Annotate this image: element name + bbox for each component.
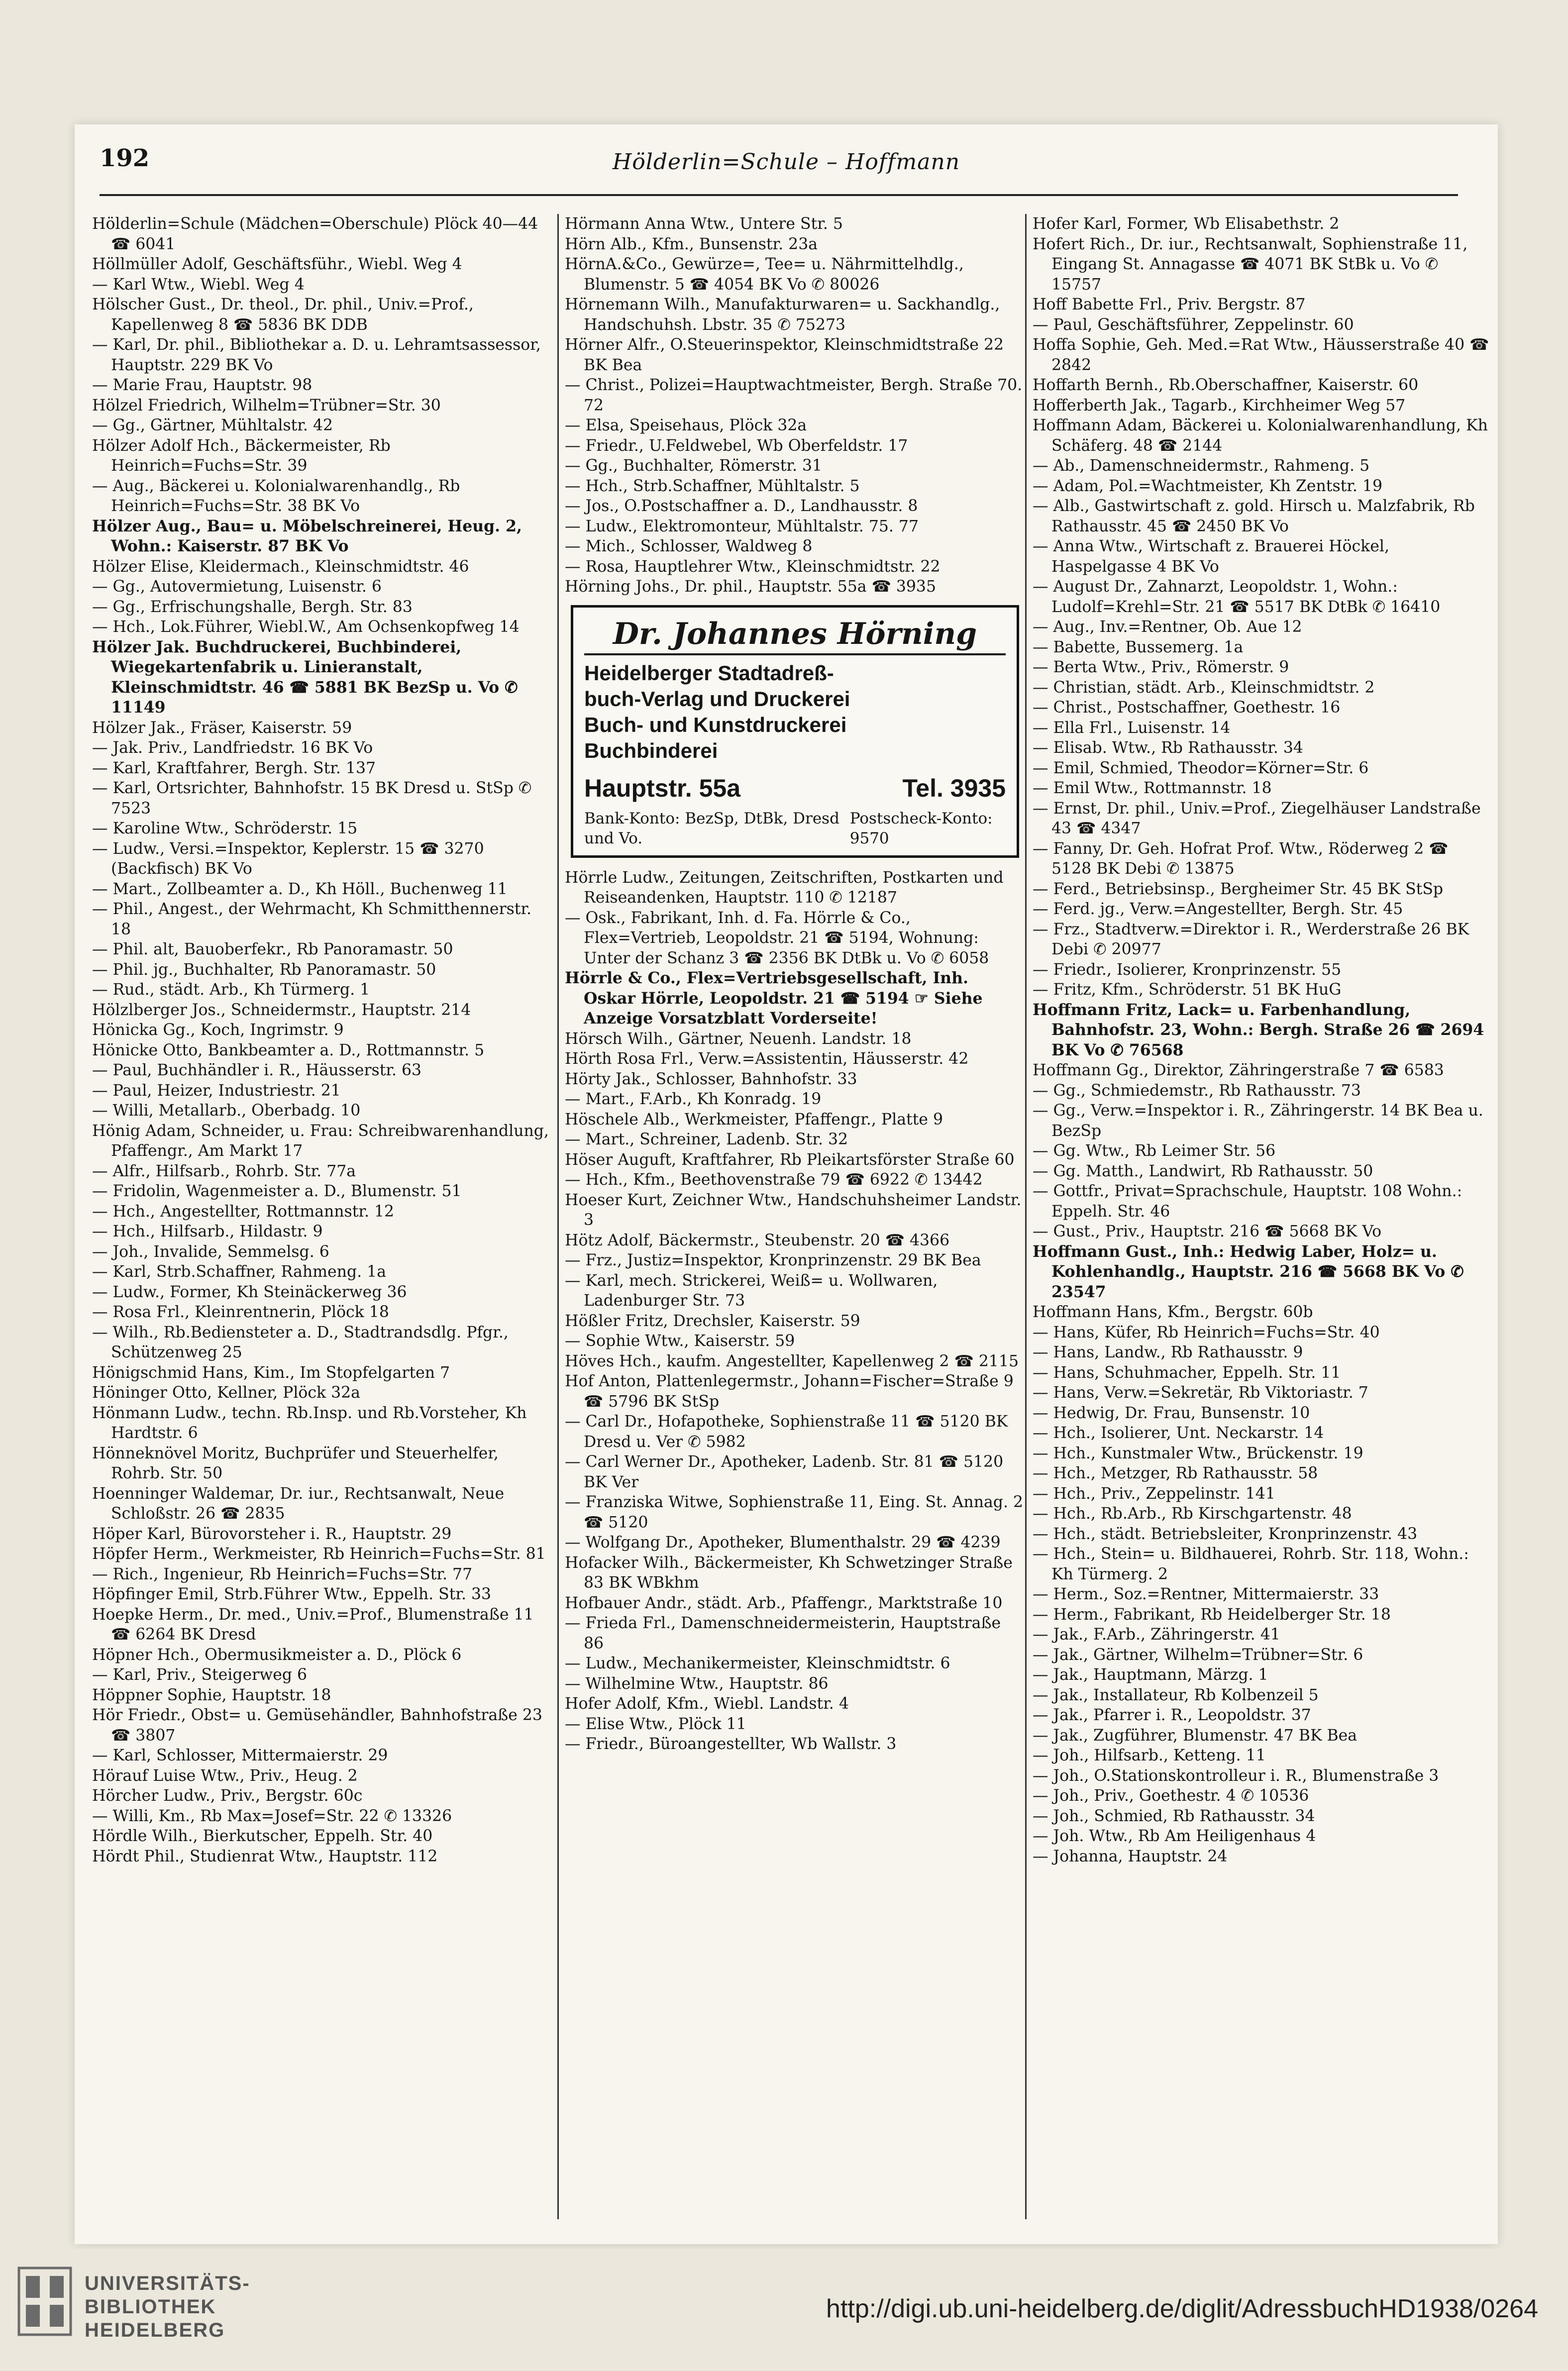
directory-entry: Höninger Otto, Kellner, Plöck 32a: [92, 1384, 360, 1402]
directory-entry: Hölzlberger Jos., Schneidermstr., Hauptstr. 214: [92, 1001, 471, 1019]
directory-entry: — Hans, Landw., Rb Rathausstr. 9: [1033, 1343, 1303, 1361]
directory-entry: — Ludw., Versi.=Inspektor, Keplerstr. 15 ☎ 3270 (Backfisch) BK Vo: [92, 839, 484, 878]
directory-entry: — Joh. Wtw., Rb Am Heiligenhaus 4: [1033, 1827, 1316, 1845]
library-name: UNIVERSITÄTS- BIBLIOTHEK HEIDELBERG: [85, 2272, 250, 2341]
directory-entry: — Adam, Pol.=Wachtmeister, Kh Zentstr. 19: [1033, 477, 1382, 495]
directory-entry: — Hch., Stein= u. Bildhauerei, Rohrb. Str. 118, Wohn.: Kh Türmerg. 2: [1033, 1545, 1469, 1583]
directory-entry: Hoffa Sophie, Geh. Med.=Rat Wtw., Häusserstraße 40 ☎ 2842: [1033, 336, 1489, 374]
directory-entry: — Aug., Bäckerei u. Kolonialwarenhandlg., Rb Heinrich=Fuchs=Str. 38 BK Vo: [92, 477, 460, 515]
directory-entry: — Jak., Zugführer, Blumenstr. 47 BK Bea: [1033, 1726, 1358, 1745]
ad-company-lines: [584, 660, 1006, 764]
directory-entry: Hofferberth Jak., Tagarb., Kirchheimer Weg 57: [1033, 396, 1406, 414]
column-separator: [1025, 214, 1027, 2219]
directory-entry: — Ludw., Former, Kh Steinäckerweg 36: [92, 1283, 407, 1301]
directory-entry: — Gg., Verw.=Inspektor i. R., Zähringerstr. 14 BK Bea u. BezSp: [1033, 1102, 1483, 1140]
running-head: Hölderlin=Schule – Hoffmann: [612, 149, 960, 175]
directory-entry: — Hch., Hilfsarb., Hildastr. 9: [92, 1223, 323, 1240]
directory-entry: — Friedr., Büroangestellter, Wb Wallstr. 3: [565, 1735, 897, 1753]
directory-entry: — Joh., Hilfsarb., Ketteng. 11: [1033, 1747, 1266, 1764]
directory-entry: — Gust., Priv., Hauptstr. 216 ☎ 5668 BK Vo: [1033, 1223, 1382, 1240]
directory-entry: — Mart., Zollbeamter a. D., Kh Höll., Buchenweg 11: [92, 880, 508, 898]
directory-entry: — Paul, Geschäftsführer, Zeppelinstr. 60: [1033, 315, 1354, 334]
directory-entry: HörnA.&Co., Gewürze=, Tee= u. Nährmittelhdlg., Blumenstr. 5 ☎ 4054 BK Vo ✆ 80026: [565, 255, 964, 294]
ad-line: Heidelberger Stadtadreß-: [584, 661, 834, 685]
directory-entry: — Karoline Wtw., Schröderstr. 15: [92, 820, 358, 837]
directory-entry: — Hch., Strb.Schaffner, Mühltalstr. 5: [565, 477, 860, 495]
directory-entry: — Jos., O.Postschaffner a. D., Landhausstr. 8: [565, 497, 918, 515]
directory-entry: Höser Auguft, Kraftfahrer, Rb Pleikartsförster Straße 60: [565, 1150, 1015, 1169]
directory-entry: Höves Hch., kaufm. Angestellter, Kapellenweg 2 ☎ 2115: [565, 1352, 1019, 1370]
directory-entry: — Jak., Installateur, Rb Kolbenzeil 5: [1033, 1686, 1319, 1704]
directory-entry: Hörmann Anna Wtw., Untere Str. 5: [565, 215, 843, 233]
column-1: [92, 214, 552, 2224]
directory-entry: — Berta Wtw., Priv., Römerstr. 9: [1033, 658, 1289, 676]
directory-entry: Hoenninger Waldemar, Dr. iur., Rechtsanwalt, Neue Schloßstr. 26 ☎ 2835: [92, 1484, 505, 1523]
directory-entry: Hoff Babette Frl., Priv. Bergstr. 87: [1033, 296, 1306, 313]
directory-entry: — Alb., Gastwirtschaft z. gold. Hirsch u. Malzfabrik, Rb Rathausstr. 45 ☎ 2450 BK Vo: [1033, 497, 1475, 535]
directory-entry: — Anna Wtw., Wirtschaft z. Brauerei Höckel, Haspelgasse 4 BK Vo: [1033, 537, 1389, 576]
directory-entry: — Gg., Schmiedemstr., Rb Rathausstr. 73: [1033, 1081, 1361, 1100]
directory-entry: Hölzer Adolf Hch., Bäckermeister, Rb Heinrich=Fuchs=Str. 39: [92, 436, 391, 475]
ad-contact: [584, 772, 1006, 805]
source-url[interactable]: http://digi.ub.uni-heidelberg.de/diglit/AdressbuchHD1938/0264: [826, 2294, 1538, 2323]
directory-entry: Hörnemann Wilh., Manufakturwaren= u. Sackhandlg., Handschuhsh. Lbstr. 35 ✆ 75273: [565, 296, 1000, 334]
directory-entry: — Friedr., Isolierer, Kronprinzenstr. 55: [1033, 960, 1342, 979]
directory-entry: — Jak., Pfarrer i. R., Leopoldstr. 37: [1033, 1706, 1311, 1724]
directory-entry: Hölzer Elise, Kleidermach., Kleinschmidtstr. 46: [92, 557, 469, 576]
directory-entry: — Joh., O.Stationskontrolleur i. R., Blumenstraße 3: [1033, 1766, 1439, 1785]
ad-banking: [584, 809, 1006, 848]
directory-entry: Hoffmann Hans, Kfm., Bergstr. 60b: [1033, 1303, 1313, 1321]
directory-entry: Hörth Rosa Frl., Verw.=Assistentin, Häusserstr. 42: [565, 1050, 969, 1068]
directory-entry: — Hans, Küfer, Rb Heinrich=Fuchs=Str. 40: [1033, 1323, 1380, 1341]
directory-entry: — Hch., Kunstmaler Wtw., Brückenstr. 19: [1033, 1444, 1363, 1462]
directory-entry: Hörcher Ludw., Priv., Bergstr. 60c: [92, 1787, 363, 1805]
directory-entry: — Phil. alt, Bauoberfekr., Rb Panoramastr. 50: [92, 940, 453, 958]
directory-entry: — Fridolin, Wagenmeister a. D., Blumenstr. 51: [92, 1182, 462, 1200]
directory-entry: Höppner Sophie, Hauptstr. 18: [92, 1686, 331, 1704]
directory-entry: Hörsch Wilh., Gärtner, Neuenh. Landstr. 18: [565, 1030, 912, 1048]
directory-entry: Hölzel Friedrich, Wilhelm=Trübner=Str. 30: [92, 396, 441, 414]
directory-entry: — Gg., Gärtner, Mühltalstr. 42: [92, 416, 333, 434]
directory-entry: — Rud., städt. Arb., Kh Türmerg. 1: [92, 981, 370, 999]
directory-entry: Hönigschmid Hans, Kim., Im Stopfelgarten 7: [92, 1363, 450, 1382]
directory-entry: Hörning Johs., Dr. phil., Hauptstr. 55a ☎ 3935: [565, 578, 937, 596]
directory-entry: — Hans, Schuhmacher, Eppelh. Str. 11: [1033, 1363, 1341, 1382]
library-logo: [0, 2254, 259, 2354]
directory-entry: — Hch., Lok.Führer, Wiebl.W., Am Ochsenkopfweg 14: [92, 618, 520, 636]
ad-phone: Tel. 3935: [902, 774, 1006, 802]
directory-entry: Höper Karl, Bürovorsteher i. R., Hauptstr. 29: [92, 1525, 452, 1543]
directory-entry: — Aug., Inv.=Rentner, Ob. Aue 12: [1033, 618, 1302, 636]
directory-entry: — Mart., Schreiner, Ladenb. Str. 32: [565, 1131, 848, 1148]
book-page: [75, 124, 1498, 2244]
directory-entry: — Hch., Metzger, Rb Rathausstr. 58: [1033, 1464, 1318, 1482]
directory-entry: Hönicke Otto, Bankbeamter a. D., Rottmannstr. 5: [92, 1041, 485, 1059]
ad-line: buch-Verlag und Druckerei: [584, 687, 850, 711]
directory-entry: — Rosa Frl., Kleinrentnerin, Plöck 18: [92, 1303, 389, 1321]
directory-entry: — Hch., Priv., Zeppelinstr. 141: [1033, 1484, 1275, 1503]
directory-entry: Höllmüller Adolf, Geschäftsführ., Wiebl. Weg 4: [92, 255, 462, 273]
directory-entry: — Phil. jg., Buchhalter, Rb Panoramastr. 50: [92, 960, 436, 979]
directory-entry: Hörn Alb., Kfm., Bunsenstr. 23a: [565, 235, 818, 253]
directory-entry: — Gg. Matth., Landwirt, Rb Rathausstr. 50: [1033, 1162, 1373, 1180]
directory-entry: — Karl, Schlosser, Mittermaierstr. 29: [92, 1747, 388, 1764]
directory-entry: — Karl Wtw., Wiebl. Weg 4: [92, 275, 305, 294]
directory-entry: — Franziska Witwe, Sophienstraße 11, Eing. St. Annag. 2 ☎ 5120: [565, 1493, 1024, 1532]
directory-entry: — Alfr., Hilfsarb., Rohrb. Str. 77a: [92, 1162, 356, 1180]
directory-entry: — Hch., städt. Betriebsleiter, Kronprinzenstr. 43: [1033, 1525, 1418, 1543]
directory-entry: — Osk., Fabrikant, Inh. d. Fa. Hörrle & Co., Flex=Vertrieb, Leopoldstr. 21 ☎ 5194, Wohnung: Unter der Schanz 3 ☎ 2356 BK DtBk u. Vo ✆ 6058: [565, 909, 989, 967]
directory-entry: — Sophie Wtw., Kaiserstr. 59: [565, 1332, 795, 1350]
directory-entry: Hofert Rich., Dr. iur., Rechtsanwalt, Sophienstraße 11, Eingang St. Annagasse ☎ 4071 BK StBk u. Vo ✆ 15757: [1033, 235, 1468, 294]
directory-entry: — Hch., Angestellter, Rottmannstr. 12: [92, 1202, 395, 1221]
directory-entry: — Hch., Isolierer, Unt. Neckarstr. 14: [1033, 1424, 1324, 1442]
directory-entry: — Karl, Strb.Schaffner, Rahmeng. 1a: [92, 1263, 386, 1281]
directory-entry: Hölzer Jak. Buchdruckerei, Buchbinderei, Wiegekartenfabrik u. Linieranstalt, Kleinschmidtstr. 46 ☎ 5881 BK BezSp u. Vo ✆ 11149: [92, 637, 518, 717]
column-3: [1033, 214, 1493, 2224]
directory-entry: Hoffmann Gust., Inh.: Hedwig Laber, Holz= u. Kohlenhandlg., Hauptstr. 216 ☎ 5668 BK Vo ✆ 23547: [1033, 1242, 1464, 1301]
directory-entry: — Ferd., Betriebsinsp., Bergheimer Str. 45 BK StSp: [1033, 880, 1444, 898]
page-number: 192: [100, 144, 150, 172]
directory-entry: — Paul, Heizer, Industriestr. 21: [92, 1081, 341, 1100]
column-separator: [557, 214, 559, 2219]
directory-entry: Hofbauer Andr., städt. Arb., Pfaffengr., Marktstraße 10: [565, 1594, 1003, 1612]
directory-entry: — Hch., Kfm., Beethovenstraße 79 ☎ 6922 ✆ 13442: [565, 1171, 983, 1189]
directory-entry: Höschele Alb., Werkmeister, Pfaffengr., Platte 9: [565, 1110, 943, 1129]
directory-entry: Hof Anton, Plattenlegermstr., Johann=Fischer=Straße 9 ☎ 5796 BK StSp: [565, 1372, 1014, 1411]
directory-entry: Hörrle Ludw., Zeitungen, Zeitschriften, Postkarten und Reiseandenken, Hauptstr. 110 ✆ 12187: [565, 868, 1004, 907]
directory-entry: — Elise Wtw., Plöck 11: [565, 1715, 746, 1733]
directory-entry: Hoeser Kurt, Zeichner Wtw., Handschuhsheimer Landstr. 3: [565, 1191, 1022, 1229]
directory-entry: Hoffmann Gg., Direktor, Zähringerstraße 7 ☎ 6583: [1033, 1061, 1444, 1079]
ad-signature: Dr. Johannes Hörning: [584, 615, 1006, 655]
directory-entry: Hönicka Gg., Koch, Ingrimstr. 9: [92, 1021, 344, 1039]
directory-entry: — Karl, Dr. phil., Bibliothekar a. D. u. Lehramtsassessor, Hauptstr. 229 BK Vo: [92, 336, 541, 374]
directory-entry: Hördt Phil., Studienrat Wtw., Hauptstr. 112: [92, 1847, 438, 1865]
directory-entry: — Emil, Schmied, Theodor=Körner=Str. 6: [1033, 759, 1369, 777]
directory-entry: Hölderlin=Schule (Mädchen=Oberschule) Plöck 40—44 ☎ 6041: [92, 215, 538, 253]
directory-entry: — August Dr., Zahnarzt, Leopoldstr. 1, Wohn.: Ludolf=Krehl=Str. 21 ☎ 5517 BK DtBk ✆ 16410: [1033, 578, 1441, 616]
directory-entry: — Christian, städt. Arb., Kleinschmidtstr. 2: [1033, 678, 1375, 697]
advertisement-box: [571, 605, 1019, 858]
directory-entry: Hoffarth Bernh., Rb.Oberschaffner, Kaiserstr. 60: [1033, 376, 1419, 394]
directory-entry: — Carl Dr., Hofapotheke, Sophienstraße 11 ☎ 5120 BK Dresd u. Ver ✆ 5982: [565, 1413, 1008, 1451]
directory-entry: — Karl, Ortsrichter, Bahnhofstr. 15 BK Dresd u. StSp ✆ 7523: [92, 779, 532, 818]
directory-entry: — Johanna, Hauptstr. 24: [1033, 1847, 1228, 1865]
directory-entry: — Ludw., Elektromonteur, Mühltalstr. 75. 77: [565, 517, 919, 535]
directory-entry: Hör Friedr., Obst= u. Gemüsehändler, Bahnhofstraße 23 ☎ 3807: [92, 1706, 542, 1745]
directory-entry: — Christ., Postschaffner, Goethestr. 16: [1033, 699, 1341, 717]
directory-entry: Hötz Adolf, Bäckermstr., Steubenstr. 20 ☎ 4366: [565, 1231, 950, 1249]
directory-entry: — Paul, Buchhändler i. R., Häusserstr. 63: [92, 1061, 422, 1079]
header-rule: [100, 194, 1458, 196]
directory-entry: — Babette, Bussemerg. 1a: [1033, 638, 1244, 656]
directory-entry: — Jak., Hauptmann, Märzg. 1: [1033, 1666, 1268, 1684]
directory-entry: Hönig Adam, Schneider, u. Frau: Schreibwarenhandlung, Pfaffengr., Am Markt 17: [92, 1122, 549, 1160]
directory-entry: — Christ., Polizei=Hauptwachtmeister, Bergh. Straße 70. 72: [565, 376, 1023, 414]
directory-entry: Hoepke Herm., Dr. med., Univ.=Prof., Blumenstraße 11 ☎ 6264 BK Dresd: [92, 1605, 534, 1644]
directory-entry: — Joh., Priv., Goethestr. 4 ✆ 10536: [1033, 1787, 1309, 1805]
directory-entry: — Herm., Fabrikant, Rb Heidelberger Str. 18: [1033, 1605, 1391, 1624]
directory-entry: Hönmann Ludw., techn. Rb.Insp. und Rb.Vorsteher, Kh Hardtstr. 6: [92, 1404, 527, 1442]
directory-entry: — Rosa, Hauptlehrer Wtw., Kleinschmidtstr. 22: [565, 557, 941, 576]
directory-entry: Hörty Jak., Schlosser, Bahnhofstr. 33: [565, 1070, 857, 1088]
directory-entry: — Friedr., U.Feldwebel, Wb Oberfeldstr. 17: [565, 436, 908, 455]
directory-entry: — Elsa, Speisehaus, Plöck 32a: [565, 416, 807, 434]
directory-entry: — Jak., Gärtner, Wilhelm=Trübner=Str. 6: [1033, 1646, 1363, 1664]
directory-entry: — Karl, mech. Strickerei, Weiß= u. Wollwaren, Ladenburger Str. 73: [565, 1271, 938, 1310]
directory-entry: Höpfinger Emil, Strb.Führer Wtw., Eppelh. Str. 33: [92, 1585, 492, 1603]
directory-entry: — Karl, Priv., Steigerweg 6: [92, 1666, 308, 1684]
column-2: [565, 214, 1025, 2224]
directory-entry: Hölzer Jak., Fräser, Kaiserstr. 59: [92, 719, 352, 737]
directory-entry: Höpner Hch., Obermusikmeister a. D., Plöck 6: [92, 1646, 462, 1664]
directory-entry: — Gg., Buchhalter, Römerstr. 31: [565, 457, 823, 475]
directory-entry: — Marie Frau, Hauptstr. 98: [92, 376, 313, 394]
directory-entry: Hörrle & Co., Flex=Vertriebsgesellschaft, Inh. Oskar Hörrle, Leopoldstr. 21 ☎ 5194 ☞ Siehe Anzeige Vorsatzblatt Vorderseite!: [565, 969, 983, 1028]
directory-entry: — Fritz, Kfm., Schröderstr. 51 BK HuG: [1033, 981, 1342, 999]
directory-entry: — Mart., F.Arb., Kh Konradg. 19: [565, 1090, 822, 1108]
directory-entry: Hößler Fritz, Drechsler, Kaiserstr. 59: [565, 1312, 860, 1330]
directory-entry: Hördle Wilh., Bierkutscher, Eppelh. Str. 40: [92, 1827, 433, 1845]
directory-entry: — Frz., Justiz=Inspektor, Kronprinzenstr. 29 BK Bea: [565, 1251, 981, 1269]
directory-entry: — Willi, Km., Rb Max=Josef=Str. 22 ✆ 13326: [92, 1807, 452, 1825]
directory-entry: — Fanny, Dr. Geh. Hofrat Prof. Wtw., Röderweg 2 ☎ 5128 BK Debi ✆ 13875: [1033, 839, 1449, 878]
ad-bank-account: Bank-Konto: BezSp, DtBk, Dresd und Vo.: [584, 809, 839, 847]
directory-entry: — Wilh., Rb.Bediensteter a. D., Stadtrandsdlg. Pfgr., Schützenweg 25: [92, 1323, 509, 1361]
directory-entry: — Emil Wtw., Rottmannstr. 18: [1033, 779, 1272, 797]
ad-postal-account: Postscheck-Konto: 9570: [849, 809, 993, 847]
directory-entry: — Hans, Verw.=Sekretär, Rb Viktoriastr. 7: [1033, 1384, 1368, 1402]
directory-entry: — Ludw., Mechanikermeister, Kleinschmidtstr. 6: [565, 1654, 950, 1672]
directory-entry: — Gg. Wtw., Rb Leimer Str. 56: [1033, 1142, 1276, 1160]
directory-entry: — Ferd. jg., Verw.=Angestellter, Bergh. Str. 45: [1033, 900, 1403, 918]
directory-entry: — Hch., Rb.Arb., Rb Kirschgartenstr. 48: [1033, 1505, 1352, 1523]
directory-entry: Hofacker Wilh., Bäckermeister, Kh Schwetzinger Straße 83 BK WBkhm: [565, 1553, 1013, 1592]
directory-entry: — Ernst, Dr. phil., Univ.=Prof., Ziegelhäuser Landstraße 43 ☎ 4347: [1033, 799, 1481, 837]
directory-entry: Hölzer Aug., Bau= u. Möbelschreinerei, Heug. 2, Wohn.: Kaiserstr. 87 BK Vo: [92, 516, 522, 555]
directory-entry: Höpfer Herm., Werkmeister, Rb Heinrich=Fuchs=Str. 81: [92, 1545, 546, 1563]
ad-address: Hauptstr. 55a: [584, 774, 741, 802]
directory-entry: Hofer Adolf, Kfm., Wiebl. Landstr. 4: [565, 1695, 849, 1713]
directory-entry: — Joh., Invalide, Semmelsg. 6: [92, 1242, 329, 1261]
directory-entry: Hönneknövel Moritz, Buchprüfer und Steuerhelfer, Rohrb. Str. 50: [92, 1444, 499, 1482]
directory-entry: — Joh., Schmied, Rb Rathausstr. 34: [1033, 1807, 1315, 1825]
directory-entry: — Frieda Frl., Damenschneidermeisterin, Hauptstraße 86: [565, 1614, 1001, 1652]
directory-entry: Hörauf Luise Wtw., Priv., Heug. 2: [92, 1766, 358, 1785]
directory-entry: Hölscher Gust., Dr. theol., Dr. phil., Univ.=Prof., Kapellenweg 8 ☎ 5836 BK DDB: [92, 296, 474, 334]
directory-entry: — Mich., Schlosser, Waldweg 8: [565, 537, 813, 555]
directory-entry: — Frz., Stadtverw.=Direktor i. R., Werderstraße 26 BK Debi ✆ 20977: [1033, 920, 1469, 958]
directory-entry: — Carl Werner Dr., Apotheker, Ladenb. Str. 81 ☎ 5120 BK Ver: [565, 1453, 1004, 1491]
directory-entry: — Jak. Priv., Landfriedstr. 16 BK Vo: [92, 739, 373, 757]
directory-entry: — Hedwig, Dr. Frau, Bunsenstr. 10: [1033, 1404, 1310, 1422]
directory-entry: — Ella Frl., Luisenstr. 14: [1033, 719, 1231, 737]
directory-entry: — Wolfgang Dr., Apotheker, Blumenthalstr. 29 ☎ 4239: [565, 1534, 1001, 1551]
directory-entry: — Karl, Kraftfahrer, Bergh. Str. 137: [92, 759, 376, 777]
directory-entry: Hörner Alfr., O.Steuerinspektor, Kleinschmidtstraße 22 BK Bea: [565, 336, 1004, 374]
footer-bar: [0, 2249, 1568, 2371]
ad-line: Buchbinderei: [584, 738, 718, 762]
directory-entry: — Gottfr., Privat=Sprachschule, Hauptstr. 108 Wohn.: Eppelh. Str. 46: [1033, 1182, 1463, 1221]
directory-entry: Hoffmann Adam, Bäckerei u. Kolonialwarenhandlung, Kh Schäferg. 48 ☎ 2144: [1033, 416, 1488, 455]
library-emblem-icon: [15, 2264, 75, 2339]
directory-entry: — Wilhelmine Wtw., Hauptstr. 86: [565, 1674, 829, 1693]
directory-entry: — Jak., F.Arb., Zähringerstr. 41: [1033, 1626, 1280, 1644]
directory-entry: — Rich., Ingenieur, Rb Heinrich=Fuchs=Str. 77: [92, 1565, 473, 1583]
directory-entry: — Willi, Metallarb., Oberbadg. 10: [92, 1102, 361, 1120]
directory-entry: — Phil., Angest., der Wehrmacht, Kh Schmitthennerstr. 18: [92, 900, 532, 938]
directory-entry: Hofer Karl, Former, Wb Elisabethstr. 2: [1033, 215, 1340, 233]
directory-entry: — Gg., Erfrischungshalle, Bergh. Str. 83: [92, 598, 413, 616]
ad-line: Buch- und Kunstdruckerei: [584, 713, 847, 736]
directory-entry: — Elisab. Wtw., Rb Rathausstr. 34: [1033, 739, 1303, 757]
directory-entry: — Gg., Autovermietung, Luisenstr. 6: [92, 578, 382, 596]
directory-entry: — Ab., Damenschneidermstr., Rahmeng. 5: [1033, 457, 1370, 475]
directory-entry: — Herm., Soz.=Rentner, Mittermaierstr. 33: [1033, 1585, 1379, 1603]
directory-entry: Hoffmann Fritz, Lack= u. Farbenhandlung, Bahnhofstr. 23, Wohn.: Bergh. Straße 26 ☎ 2694 BK Vo ✆ 76568: [1033, 1000, 1484, 1059]
